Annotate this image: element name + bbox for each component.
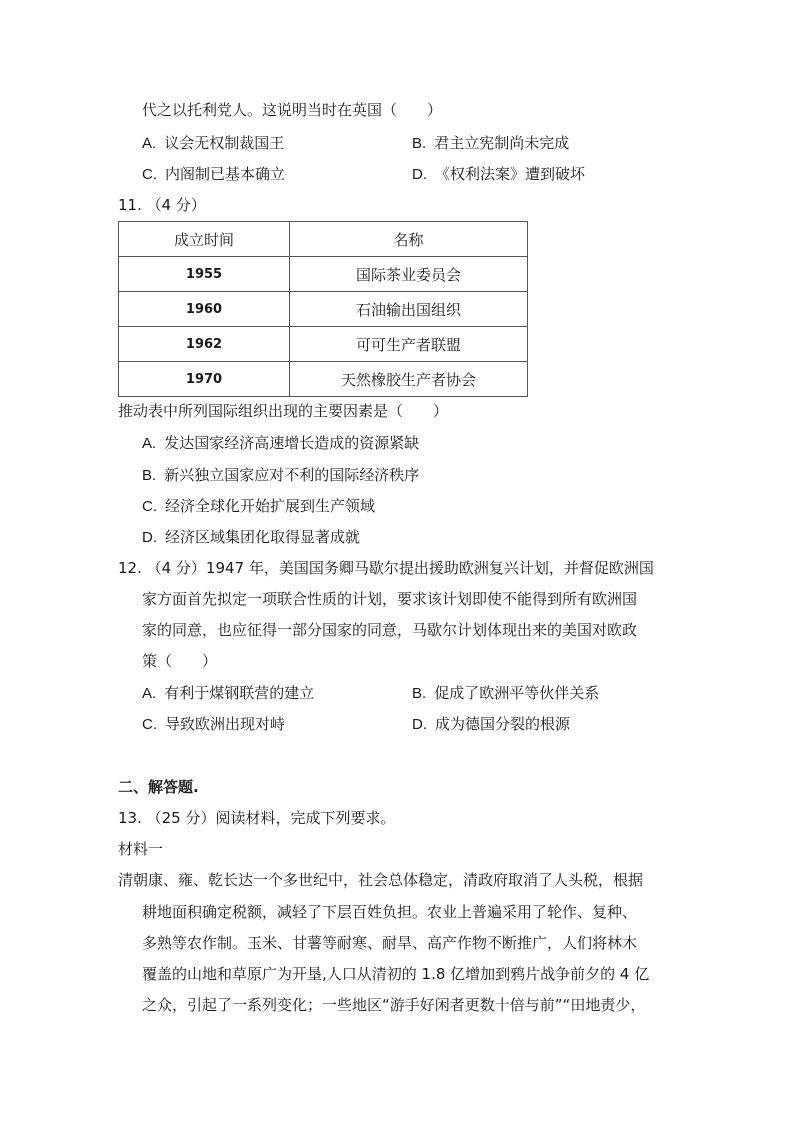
q12-stem-line-4: 策（ ） <box>142 652 218 670</box>
option-letter: D. <box>412 166 427 183</box>
q10-option-a[interactable] <box>142 133 284 154</box>
table-row <box>119 362 528 397</box>
q11-header: 11. （4 分） <box>118 196 206 214</box>
option-text: 发达国家经济高速增长造成的资源紧缺 <box>164 434 420 452</box>
q11-table <box>118 221 528 397</box>
option-letter: C. <box>142 716 157 733</box>
q10-option-b[interactable] <box>412 133 569 154</box>
q10-option-d[interactable] <box>412 164 585 185</box>
q12-option-c[interactable] <box>142 714 285 735</box>
q12-stem-line-3: 家的同意，也应征得一部分国家的同意，马歇尔计划体现出来的美国对欧政 <box>142 621 638 639</box>
table-cell-name: 国际茶业委员会 <box>290 257 528 292</box>
table-row <box>119 292 528 327</box>
material-line-4: 覆盖的山地和草原广为开垦,人口从清初的 1.8 亿增加到鸦片战争前夕的 4 亿 <box>142 965 650 983</box>
option-letter: B. <box>142 467 157 484</box>
q12-option-a[interactable] <box>142 683 314 704</box>
option-letter: A. <box>142 685 157 702</box>
table-cell-name: 石油输出国组织 <box>290 292 528 327</box>
option-text: 新兴独立国家应对不利的国际经济秩序 <box>164 466 420 484</box>
option-letter: D. <box>142 529 157 546</box>
table-cell-year: 1962 <box>119 327 290 362</box>
option-text: 内阁制已基本确立 <box>165 165 286 183</box>
q12-option-b[interactable] <box>412 683 599 704</box>
option-text: 君主立宪制尚未完成 <box>434 134 570 152</box>
option-text: 促成了欧洲平等伙伴关系 <box>434 684 600 702</box>
q11-stem: 推动表中所列国际组织出现的主要因素是（ ） <box>118 402 449 420</box>
table-row <box>119 257 528 292</box>
material-line-3: 多熟等农作制。玉米、甘薯等耐寒、耐旱、高产作物不断推广，人们将林木 <box>142 934 638 952</box>
q12-stem-line-1: 12. （4 分）1947 年，美国国务卿马歇尔提出援助欧洲复兴计划，并督促欧洲国 <box>118 559 654 577</box>
option-letter: A. <box>142 135 157 152</box>
q12-stem-line-2: 家方面首先拟定一项联合性质的计划，要求该计划即使不能得到所有欧洲国 <box>142 590 638 608</box>
q11-option-d[interactable] <box>142 527 360 548</box>
table-cell-name: 可可生产者联盟 <box>290 327 528 362</box>
q10-stem-continuation: 代之以托利党人。这说明当时在英国（ ） <box>142 101 443 119</box>
table-cell-name: 天然橡胶生产者协会 <box>290 362 528 397</box>
option-letter: D. <box>412 716 427 733</box>
option-letter: C. <box>142 166 157 183</box>
table-cell-year: 1960 <box>119 292 290 327</box>
option-text: 经济区域集团化取得显著成就 <box>165 528 361 546</box>
material-line-5: 之众，引起了一系列变化；一些地区“游手好闲者更数十倍与前”“田地责少， <box>142 996 646 1014</box>
table-row <box>119 327 528 362</box>
table-header-row <box>119 222 528 257</box>
table-header-cell: 名称 <box>290 222 528 257</box>
q11-option-a[interactable] <box>142 433 419 454</box>
table-cell-year: 1970 <box>119 362 290 397</box>
table-header-cell: 成立时间 <box>119 222 290 257</box>
option-text: 有利于煤钢联营的建立 <box>164 684 315 702</box>
section-title: 二、解答题. <box>118 778 199 796</box>
option-text: 成为德国分裂的根源 <box>435 715 571 733</box>
option-letter: A. <box>142 435 157 452</box>
q13-header: 13. （25 分）阅读材料，完成下列要求。 <box>118 809 396 827</box>
option-text: 议会无权制裁国王 <box>164 134 285 152</box>
option-letter: B. <box>412 135 427 152</box>
table-cell-year: 1955 <box>119 257 290 292</box>
q10-option-c[interactable] <box>142 164 285 185</box>
q11-option-c[interactable] <box>142 496 375 517</box>
material-line-2: 耕地面积确定税额，减轻了下层百姓负担。农业上普遍采用了轮作、复种、 <box>142 903 638 921</box>
option-text: 导致欧洲出现对峙 <box>165 715 286 733</box>
material-label: 材料一 <box>118 840 164 858</box>
option-text: 《权利法案》遭到破坏 <box>435 165 586 183</box>
material-line-1: 清朝康、雍、乾长达一个多世纪中，社会总体稳定，清政府取消了人头税，根据 <box>118 871 644 889</box>
option-text: 经济全球化开始扩展到生产领域 <box>165 497 376 515</box>
q11-option-b[interactable] <box>142 465 419 486</box>
option-letter: C. <box>142 498 157 515</box>
q12-option-d[interactable] <box>412 714 570 735</box>
option-letter: B. <box>412 685 427 702</box>
